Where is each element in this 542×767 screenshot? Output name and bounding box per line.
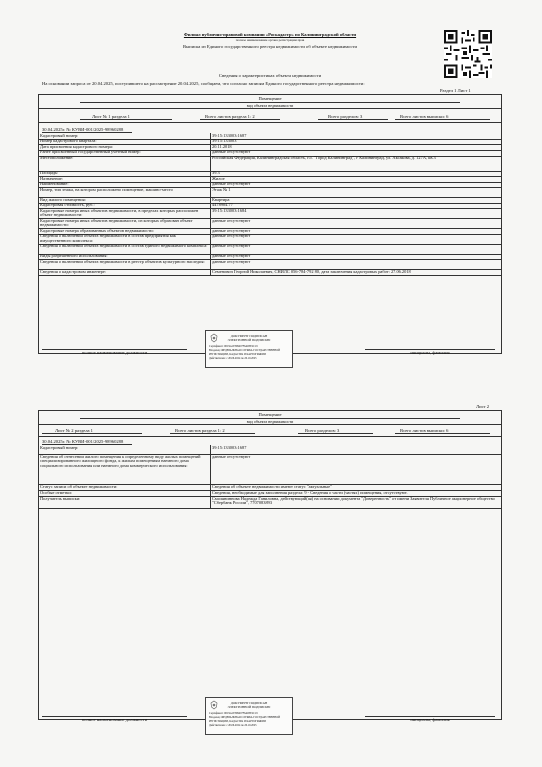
row-label: Ранее присвоенный государственный учетный номер: [40,150,141,154]
row-label: Особые отметки: [40,490,72,495]
row-value: Квартира [212,197,230,202]
sheets-total-2: Всего листов выписки: 6 [400,428,449,433]
row-label: Площадь: [40,171,59,175]
sign-position-caption-2: полное наименование должности [81,717,148,722]
row-label: Дата присвоения кадастрового номера: [40,144,114,149]
row-label: Номер, тип этажа, на котором расположено помещение, машино-место [40,187,173,192]
row-label: Назначение: [40,176,64,181]
sheets-total: Всего листов выписки: 6 [400,114,449,119]
row-value: Сведения, необходимые для заполнения раздела: 9 - Сведения о части (частях) помещения, отсутствуют. [212,490,408,495]
row-label: Кадастровые номера иных объектов недвижимости, из которых образован объект недвижимости: [40,218,193,228]
stamp2-line5: РЕГИСТРАЦИИ, КАДАСТРА И КАРТОГРАФИИ [209,720,266,723]
row-label: Получатель выписки: [40,496,81,501]
row-value: данные отсутствуют [212,254,251,258]
sheet-number: Лист № 1 раздела 1 [92,114,130,119]
row-label: Номер кадастрового квартала: [40,139,97,143]
row-label: Кадастровые номера образованных объектов недвижимости: [40,228,154,233]
doc-date-number-2: 30.04.2025г. № КУВИ-001/2025-98960288 [42,439,124,444]
row-value: данные отсутствуют [212,218,251,223]
column-divider [210,445,211,508]
row-value: данные отсутствуют [212,259,251,264]
row-label: Сведения о включении объекта недвижимости в состав единого недвижимого комплекса: [40,244,208,248]
sections-total-2: Всего разделов: 3 [305,428,340,433]
row-label: Наименование: [40,182,69,186]
row-value: данные отсутствуют [212,454,251,459]
stamp-line5: РЕГИСТРАЦИИ, КАДАСТРА И КАРТОГРАФИИ [209,353,266,356]
row-value: 39.3 [212,171,220,175]
row-value: 39:15:133003:1687 [212,133,247,138]
org-name: Филиал публично-правовой компании «Роскадастр» по Калининградской области [183,32,357,37]
row-label: Местоположение: [40,156,74,160]
stamp2-line1: ДОКУМЕНТ ПОДПИСАН [230,701,268,705]
stamp2-line6: Действителен: с 20.06.2024 по 20.10.2025 [209,724,257,727]
stamp-line3: Сертификат: 00C9A1E5B4D7F6A83E2C19 [209,345,258,348]
section-sheet-label: Раздел 1 Лист 1 [440,88,471,93]
extract-title: Выписка из Единого государственного реестра недвижимости об объекте недвижимости [183,44,357,49]
row-value: 39:15:133003:1684 [212,208,247,213]
row-value: 20.11.2018 [212,144,232,149]
stamp-line6: Действителен: с 20.06.2024 по 20.10.2025 [209,357,257,360]
sign-name-caption-2: инициалы, фамилия [410,717,450,722]
stamp2-line2: ЭЛЕКТРОННОЙ ПОДПИСЬЮ [227,705,271,709]
request-line: На основании запроса от 20.04.2025, поступившего на рассмотрение 20.04.2025, сообщаем, что согласно записям Единого государственного реестра недвижимости: [42,81,365,86]
object-type-2: Помещение [258,412,282,417]
row-divider [38,508,502,509]
stamp-line4: Владелец: ФЕДЕРАЛЬНАЯ СЛУЖБА ГОСУДАРСТВЕННОЙ [209,349,281,352]
row-value: 39:15:133003:1687 [212,445,247,450]
row-value: Сведения об объекте недвижимости имеют статус "актуальные" [212,484,332,489]
row-value: 39:15:133003 [212,139,237,143]
object-type-caption-2: вид объекта недвижимости [246,419,294,424]
row-value: Жилое [212,176,225,181]
row-divider [38,275,502,276]
row-value: данные отсутствуют [212,182,251,186]
row-label: Сведения о кадастровом инженере: [40,269,106,274]
row-label: Кадастровый номер: [40,133,79,138]
doc-date-number: 30.04.2025г. № КУВИ-001/2025-98960288 [42,127,124,132]
row-value: Смоляниннова Надежда Ганиловна, действующий(ая) на основании документа "Доверенность" от имени Заявителя Публичное акционерное общество "Сбербанк России", 7707083893 [212,496,495,506]
org-name-caption: полное наименование органа регистрации прав [235,38,305,42]
e-signature-stamp-2 [205,697,293,735]
object-type-caption: вид объекта недвижимости [246,103,294,108]
row-value: данные отсутствуют [212,234,251,238]
row-label: Кадастровый номер: [40,445,79,450]
sheets-in-section-2: Всего листов раздела 1: 2 [175,428,225,433]
row-value: данные отсутствуют [212,228,251,233]
stamp2-line3: Сертификат: 00C9A1E5B4D7F6A83E2C19 [209,712,258,715]
sheets-in-section: Всего листов раздела 1: 2 [205,114,255,119]
e-signature-stamp [205,330,293,368]
row-value: Российская Федерация, Калининградская область, г.о. "Город Калининград", г Калининград, ул. Аксакова, д. 127А, кв.3 [212,156,436,160]
column-divider [210,133,211,275]
row-value: данные отсутствуют [212,150,251,154]
qr-code [444,30,492,78]
stamp-line1: ДОКУМЕНТ ПОДПИСАН [230,334,268,338]
row-label: Сведения о включении объекта недвижимости в реестр объектов культурного наследия: [40,259,205,264]
row-label: Кадастровая стоимость, руб.: [40,203,95,207]
stamp2-line4: Владелец: ФЕДЕРАЛЬНАЯ СЛУЖБА ГОСУДАРСТВЕННОЙ [209,716,281,719]
row-label: Кадастровые номера иных объектов недвижимости, в пределах которых расположен объект недвижимости: [40,208,199,218]
sheet-number-2: Лист № 2 раздела 1 [55,428,93,433]
row-label: Виды разрешенного использования: [40,254,108,258]
row-value: Семенович Георгий Николаевич, СНИЛС 056-784-792 80, дата заключения кадастровых работ: 27.06.2018 [212,269,411,274]
row-label: Статус записи об объекте недвижимости: [40,484,118,489]
row-value: данные отсутствуют [212,244,251,248]
row-value: 4478904.77 [212,203,233,207]
sheet-2-label: Лист 2 [476,404,490,409]
row-value: Этаж № 1 [212,187,231,192]
stamp-line2: ЭЛЕКТРОННОЙ ПОДПИСЬЮ [227,338,271,342]
sections-total: Всего разделов: 3 [328,114,363,119]
sign-name-caption: инициалы, фамилия [410,350,450,355]
row-label: Вид жилого помещения: [40,197,86,202]
row-label: Сведения о включении объекта недвижимости в состав предприятия как имущественного комплекса: [40,234,176,243]
row-label: Сведения об отнесении жилого помещения к определенному виду жилых помещений специализированного жилищного фонда, к жилым помещениям наемного дома социального использования или наемного дома коммерческого использования: [40,454,201,469]
object-type: Помещение [258,96,282,101]
sign-position-caption: полное наименование должности [81,350,148,355]
section-heading: Сведения о характеристиках объекта недвижимости [218,73,322,78]
